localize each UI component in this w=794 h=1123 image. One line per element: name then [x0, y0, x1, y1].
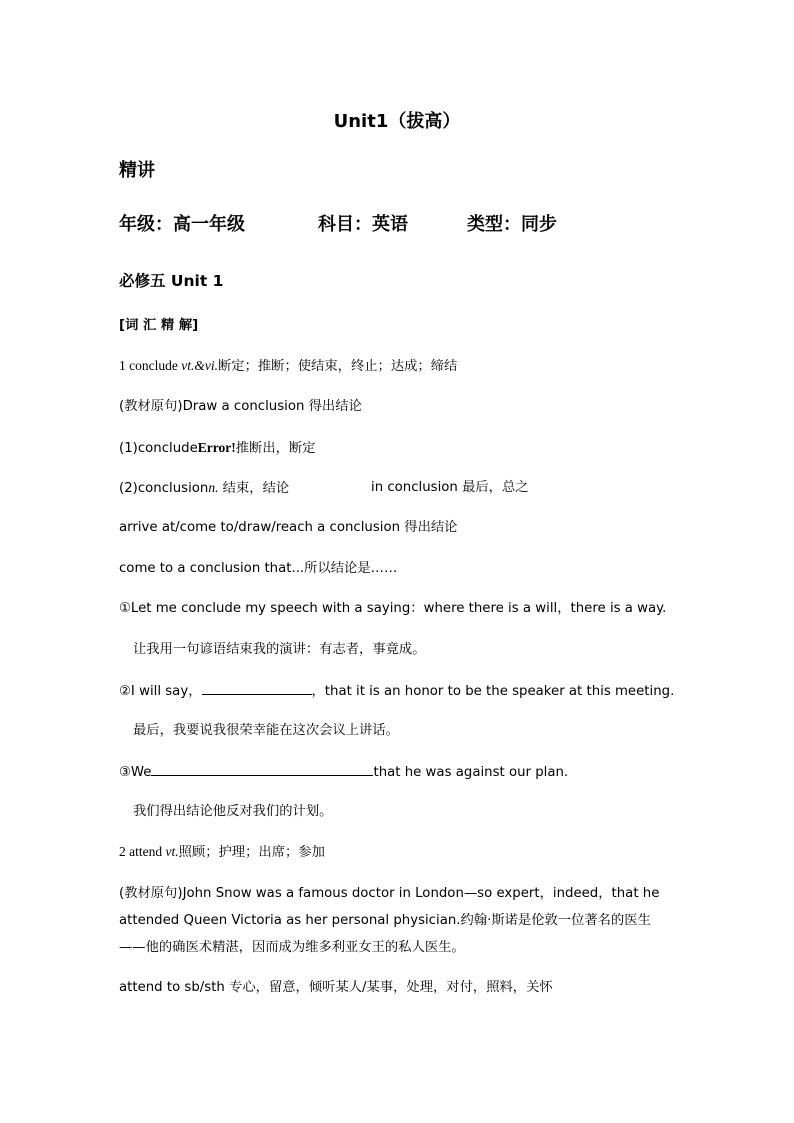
- textbook-quote-1: (教材原句)Draw a conclusion 得出结论: [119, 399, 362, 414]
- fill-blank[interactable]: [151, 762, 373, 776]
- entry-conclude: [119, 357, 457, 376]
- section-heading: [词 汇 精 解]: [119, 318, 199, 333]
- sub-suffix: 推断出，断定: [235, 441, 316, 456]
- entry-attend: [119, 843, 325, 862]
- sub-prefix: (2)conclusion: [119, 481, 209, 496]
- module-heading: 必修五 Unit 1: [119, 272, 224, 290]
- sub-prefix: (1)conclude: [119, 441, 198, 456]
- example-3-zh: 我们得出结论他反对我们的计划。: [133, 804, 333, 819]
- headword: 1 conclude: [119, 358, 182, 373]
- meaning: 结束，结论: [218, 481, 290, 496]
- phrase-line-2: come to a conclusion that...所以结论是……: [119, 561, 398, 576]
- sub-item-2: [119, 479, 289, 498]
- part-of-speech: vt.: [165, 844, 179, 859]
- type-label: 类型：同步: [467, 214, 557, 235]
- textbook-quote-2: (教材原句)John Snow was a famous doctor in London—so expert，indeed，that he attended Queen Victoria as her personal physician.约翰·斯诺是伦敦一位著名的医生——他的确医术精湛，因而成为维多利亚女王的私人医生。: [119, 886, 660, 955]
- sentence-start: ②I will say，: [119, 684, 202, 699]
- example-3-en: [119, 762, 568, 782]
- meaning: 断定；推断；使结束，终止；达成；缔结: [217, 359, 458, 374]
- sub-item-1: [119, 439, 316, 458]
- subtitle: 精讲: [119, 160, 155, 181]
- fill-blank[interactable]: [202, 681, 312, 695]
- part-of-speech: vt.&vi.: [181, 358, 218, 373]
- example-1-zh: 让我用一句谚语结束我的演讲：有志者，事竟成。: [133, 642, 426, 657]
- phrase-line-1: arrive at/come to/draw/reach a conclusion 得出结论: [119, 520, 458, 535]
- sub-item-2-phrase: in conclusion 最后，总之: [371, 480, 529, 495]
- example-2-en: [119, 681, 674, 701]
- meaning: 照顾；护理；出席；参加: [178, 845, 325, 860]
- sentence-end: that he was against our plan.: [373, 765, 569, 780]
- phrase-line-3: attend to sb/sth 专心，留意，倾听某人/某事，处理，对付，照料，关怀: [119, 980, 553, 995]
- grade-label: 年级：高一年级: [119, 214, 245, 235]
- part-of-speech: n.: [208, 480, 219, 495]
- example-2-zh: 最后，我要说我很荣幸能在这次会议上讲话。: [133, 723, 399, 738]
- example-1-en: ①Let me conclude my speech with a saying：where there is a will，there is a way.: [119, 601, 667, 616]
- subject-label: 科目：英语: [318, 214, 408, 235]
- error-text: Error!: [197, 440, 236, 455]
- sentence-end: ，that it is an honor to be the speaker at this meeting.: [311, 684, 675, 699]
- headword: 2 attend: [119, 844, 166, 859]
- page-title: Unit1（拔高）: [333, 111, 461, 132]
- sentence-start: ③We: [119, 765, 152, 780]
